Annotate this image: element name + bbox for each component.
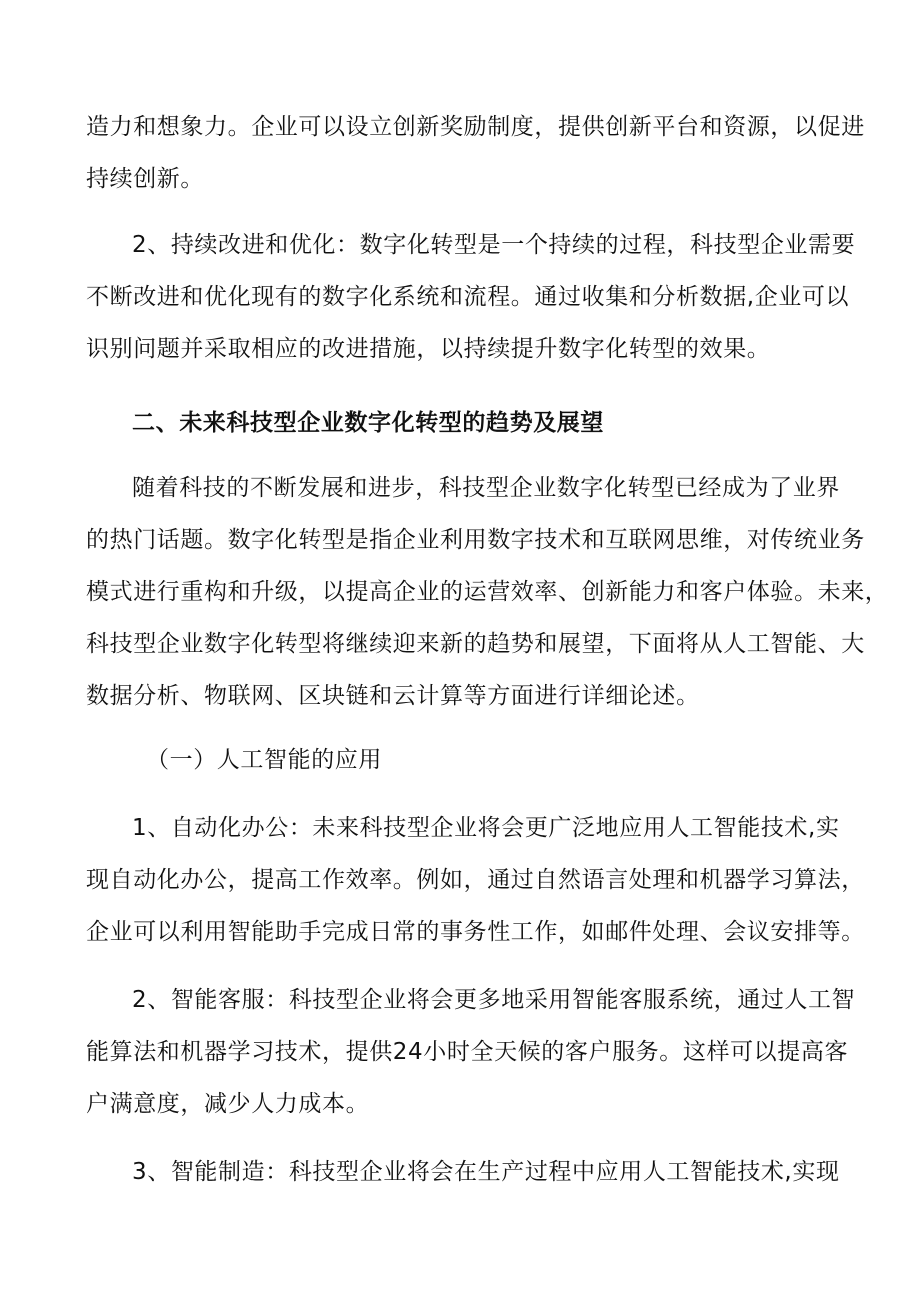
text-line-1: 造力和想象力。企业可以设立创新奖励制度，提供创新平台和资源，以促进 — [86, 114, 865, 140]
text-line-14: 现自动化办公，提高工作效率。例如，通过自然语言处理和机器学习算法， — [86, 867, 865, 893]
text-line-5: 识别问题并采取相应的改进措施，以持续提升数字化转型的效果。 — [86, 336, 771, 362]
text-line-2: 持续创新。 — [86, 166, 204, 192]
text-line-7: 随着科技的不断发展和进步，科技型企业数字化转型已经成为了业界 — [132, 475, 840, 501]
text-line-4: 不断改进和优化现有的数字化系统和流程。通过收集和分析数据,企业可以 — [86, 284, 850, 310]
text-line-16: 2、智能客服：科技型企业将会更多地采用智能客服系统，通过人工智 — [132, 987, 856, 1013]
text-line-3: 2、持续改进和优化：数字化转型是一个持续的过程，科技型企业需要 — [132, 232, 856, 258]
text-line-10: 科技型企业数字化转型将继续迎来新的趋势和展望，下面将从人工智能、大 — [86, 631, 865, 657]
text-line-19: 3、智能制造：科技型企业将会在生产过程中应用人工智能技术,实现 — [132, 1159, 840, 1185]
text-line-17: 能算法和机器学习技术，提供24小时全天候的客户服务。这样可以提高客 — [86, 1039, 849, 1065]
text-line-9: 模式进行重构和升级，以提高企业的运营效率、创新能力和客户体验。未来， — [86, 579, 889, 605]
text-line-15: 企业可以利用智能助手完成日常的事务性工作，如邮件处理、会议安排等。 — [86, 919, 865, 945]
text-line-11: 数据分析、物联网、区块链和云计算等方面进行详细论述。 — [86, 683, 700, 709]
section-heading: 二、未来科技型企业数字化转型的趋势及展望 — [132, 410, 604, 436]
text-line-8: 的热门话题。数字化转型是指企业利用数字技术和互联网思维，对传统业务 — [86, 527, 865, 553]
text-line-18: 户满意度，减少人力成本。 — [86, 1091, 370, 1117]
text-line-13: 1、自动化办公：未来科技型企业将会更广泛地应用人工智能技术,实 — [132, 815, 840, 841]
subsection-heading: （一）人工智能的应用 — [146, 747, 382, 773]
